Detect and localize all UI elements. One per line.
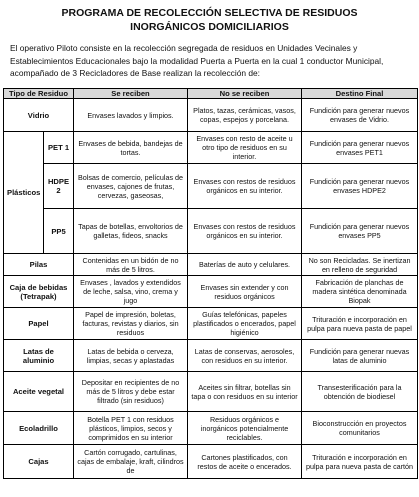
- cell-destino: Fundición para generar nuevos envases PET1: [302, 132, 418, 164]
- document-title: [0, 6, 419, 34]
- row-label: Aceite vegetal: [4, 372, 74, 412]
- title-line-2: INORGÁNICOS DOMICILIARIOS: [130, 21, 289, 33]
- cell-destino: Fundición para generar nuevos envases HDPE2: [302, 164, 418, 209]
- cell-destino: No son Recicladas. Se inertizan en relleno de seguridad: [302, 254, 418, 276]
- cell-se-reciben: Envases , lavados y extendidos de leche, salsa, vino, crema y jugo: [74, 276, 188, 308]
- cell-se-reciben: Envases de bebida, bandejas de tortas.: [74, 132, 188, 164]
- table-row: [4, 276, 418, 308]
- table-row: [4, 209, 418, 254]
- table-row: [4, 308, 418, 340]
- subrow-label: PET 1: [44, 132, 74, 164]
- cell-se-reciben: Papel de impresión, boletas, facturas, revistas y diarios, sin residuos: [74, 308, 188, 340]
- cell-no-se-reciben: Platos, tazas, cerámicas, vasos, copas, espejos y porcelana.: [188, 99, 302, 132]
- cell-no-se-reciben: Aceites sin filtrar, botellas sin tapa o con residuos en su interior: [188, 372, 302, 412]
- title-line-1: PROGRAMA DE RECOLECCIÓN SELECTIVA DE RESIDUOS: [61, 7, 358, 19]
- cell-se-reciben: Botella PET 1 con residuos plásticos, limpios, secos y comprimidos en su interior: [74, 412, 188, 445]
- cell-destino: Trituración e incorporación en pulpa para nueva pasta de papel: [302, 308, 418, 340]
- header-destino: Destino Final: [302, 89, 418, 99]
- row-label: Ecoladrillo: [4, 412, 74, 445]
- cell-destino: Fundición para generar nuevos envases de Vidrio.: [302, 99, 418, 132]
- cell-destino: Fundición para generar nuevos envases PP5: [302, 209, 418, 254]
- table-header-row: [4, 89, 418, 99]
- cell-se-reciben: Latas de bebida o cerveza, limpias, secas y aplastadas: [74, 340, 188, 372]
- cell-se-reciben: Tapas de botellas, envoltorios de galletas, fideos, snacks: [74, 209, 188, 254]
- table-row: [4, 254, 418, 276]
- cell-destino: Fabricación de planchas de madera sintética denominada Biopak: [302, 276, 418, 308]
- cell-no-se-reciben: Guías telefónicas, papeles plastificados o encerados, papel higiénico: [188, 308, 302, 340]
- row-label: Vidrio: [4, 99, 74, 132]
- table-row: [4, 372, 418, 412]
- cell-no-se-reciben: Baterías de auto y celulares.: [188, 254, 302, 276]
- header-tipo: Tipo de Residuo: [4, 89, 74, 99]
- subrow-label: HDPE 2: [44, 164, 74, 209]
- subrow-label: PP5: [44, 209, 74, 254]
- row-label: Plásticos: [4, 132, 44, 254]
- header-no-se-reciben: No se reciben: [188, 89, 302, 99]
- cell-no-se-reciben: Envases con resto de aceite u otro tipo de residuos en su interior.: [188, 132, 302, 164]
- cell-se-reciben: Contenidas en un bidón de no más de 5 litros.: [74, 254, 188, 276]
- cell-se-reciben: Depositar en recipientes de no más de 5 litros y debe estar filtrado (sin residuos): [74, 372, 188, 412]
- cell-se-reciben: Bolsas de comercio, películas de envases, cajones de frutas, cervezas, gaseosas,: [74, 164, 188, 209]
- row-label: Latas de aluminio: [4, 340, 74, 372]
- residues-table: [3, 88, 418, 479]
- cell-destino: Bioconstrucción en proyectos comunitarios: [302, 412, 418, 445]
- header-se-reciben: Se reciben: [74, 89, 188, 99]
- table-row: [4, 132, 418, 164]
- table-row: [4, 164, 418, 209]
- cell-no-se-reciben: Envases sin extender y con residuos orgánicos: [188, 276, 302, 308]
- cell-destino: Transesterificación para la obtención de biodiesel: [302, 372, 418, 412]
- cell-no-se-reciben: Envases con restos de residuos orgánicos en su interior.: [188, 164, 302, 209]
- cell-destino: Trituración e incorporación en pulpa para nueva pasta de cartón: [302, 445, 418, 479]
- intro-paragraph: El operativo Piloto consiste en la recolección segregada de residuos en Unidades Vecinales y Establecimientos Educacionales bajo la modalidad Puerta a Puerta en la cual 1 conductor Municipal, acompañado de 3 Recicladores de Base realizan la recolección de:: [10, 43, 384, 78]
- table-row: [4, 340, 418, 372]
- row-label: Caja de bebidas (Tetrapak): [4, 276, 74, 308]
- cell-se-reciben: Cartón corrugado, cartulinas, cajas de embalaje, kraft, cilindros de: [74, 445, 188, 479]
- cell-no-se-reciben: Latas de conservas, aerosoles, con residuos en su interior.: [188, 340, 302, 372]
- row-label: Papel: [4, 308, 74, 340]
- table-row: [4, 412, 418, 445]
- table-row: [4, 99, 418, 132]
- cell-no-se-reciben: Envases con restos de residuos orgánicos en su interior.: [188, 209, 302, 254]
- table-row: [4, 445, 418, 479]
- row-label: Cajas: [4, 445, 74, 479]
- cell-no-se-reciben: Cartones plastificados, con restos de aceite o encerados.: [188, 445, 302, 479]
- cell-no-se-reciben: Residuos orgánicos e inorgánicos potencialmente reciclables.: [188, 412, 302, 445]
- row-label: Pilas: [4, 254, 74, 276]
- cell-destino: Fundición para generar nuevas latas de aluminio: [302, 340, 418, 372]
- cell-se-reciben: Envases lavados y limpios.: [74, 99, 188, 132]
